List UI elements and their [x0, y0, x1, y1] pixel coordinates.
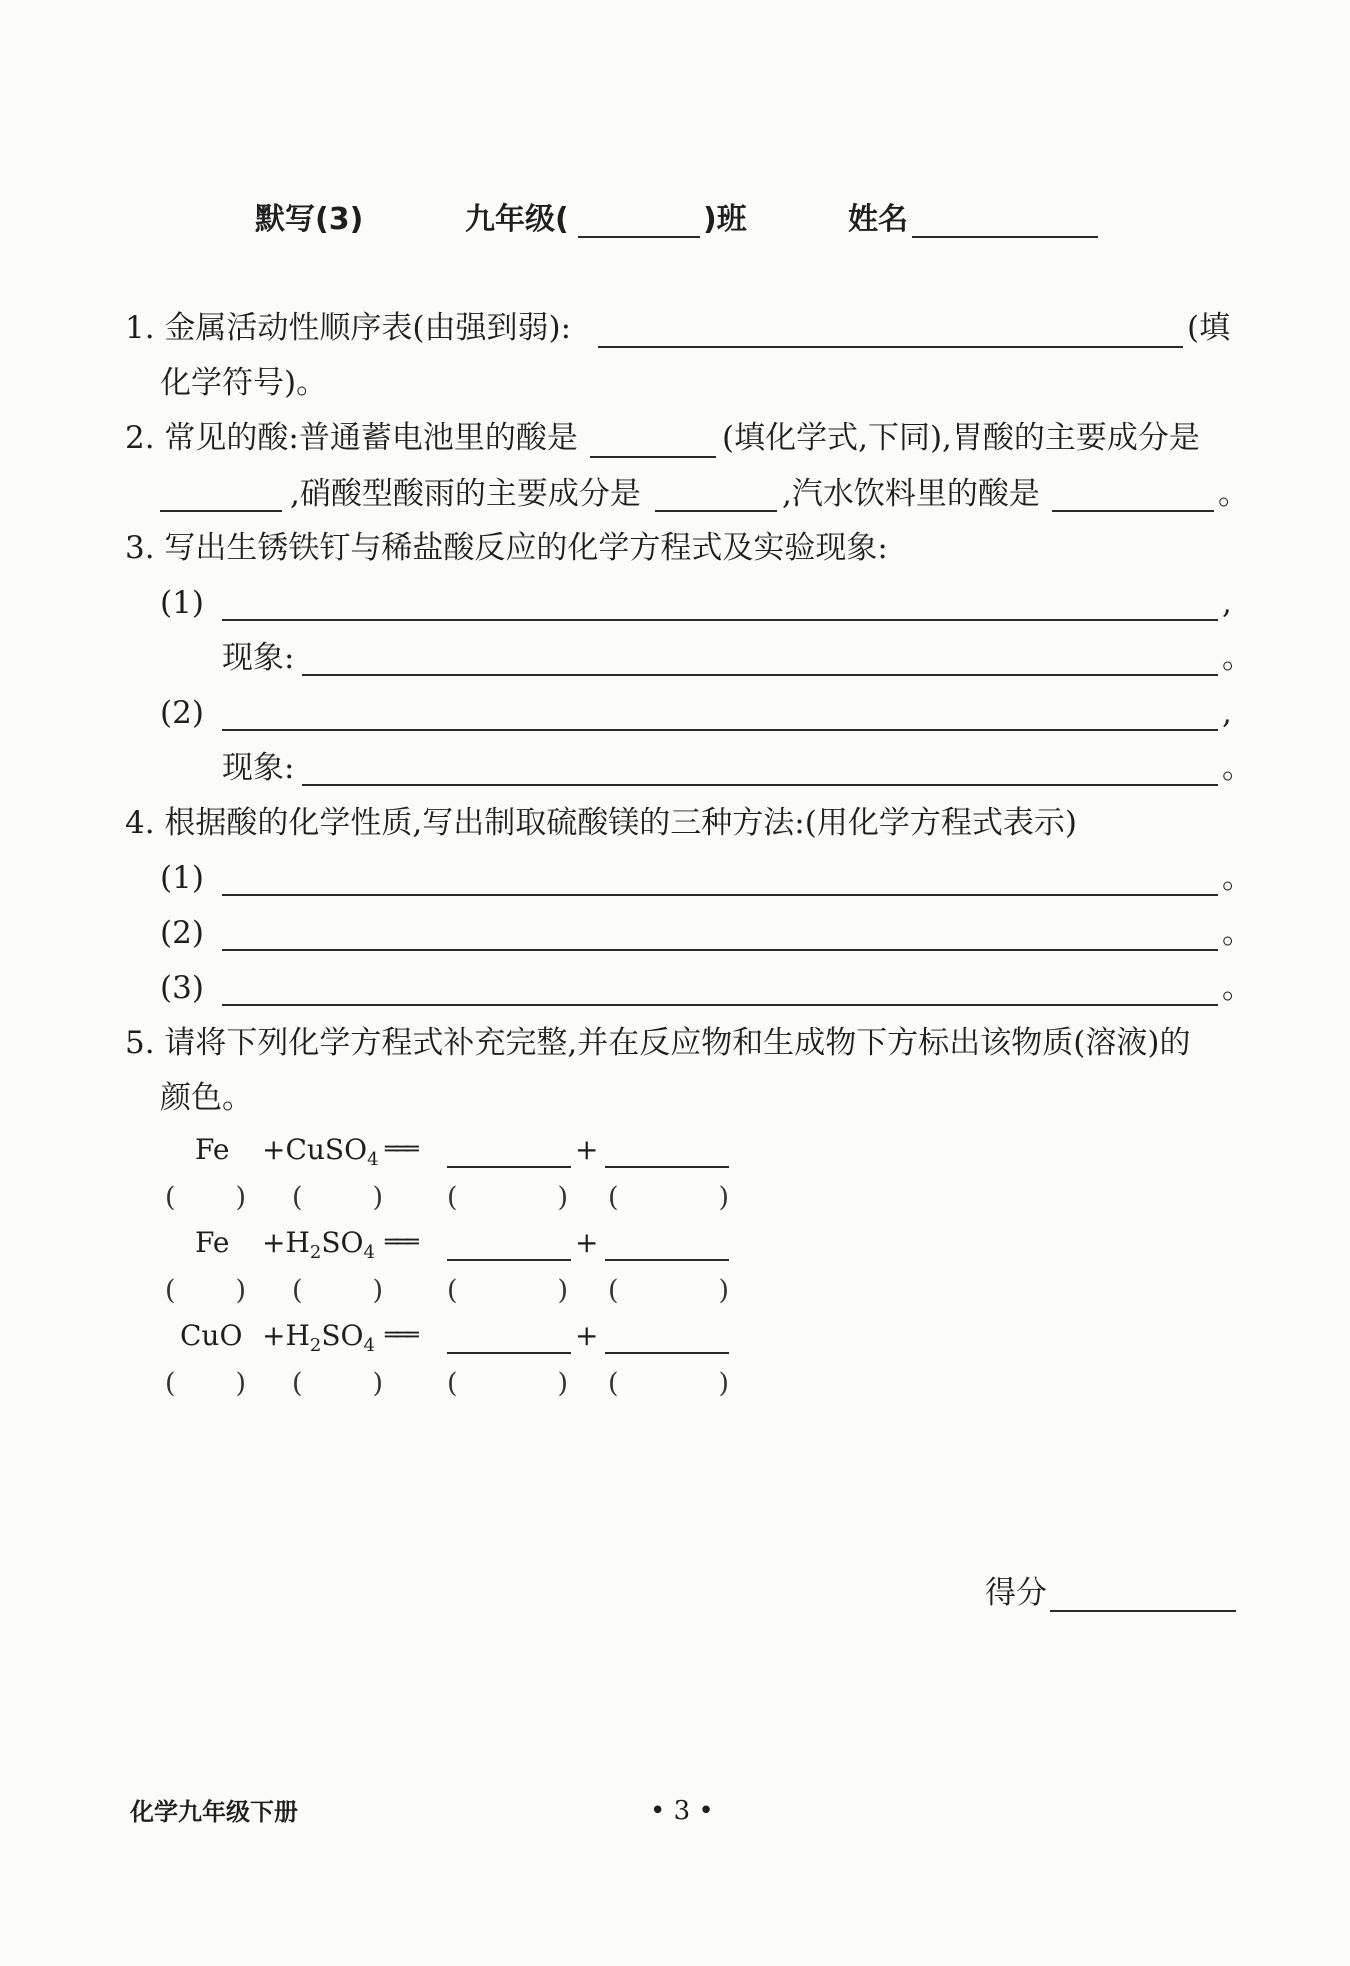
eq2-product1-blank[interactable] — [447, 1259, 571, 1261]
q1-text: 1. 金属活动性顺序表(由强到弱): — [125, 310, 572, 346]
eq2-color-paren-4[interactable]: ( ) — [608, 1275, 730, 1306]
eq2-reactant1: Fe — [195, 1226, 230, 1259]
q4-heading: 4. 根据酸的化学性质,写出制取硫酸镁的三种方法:(用化学方程式表示) — [125, 805, 1077, 841]
eq2-color-paren-2[interactable]: ( ) — [292, 1275, 384, 1306]
eq1-color-paren-4[interactable]: ( ) — [608, 1182, 730, 1213]
eq1-equals: ═══ — [385, 1137, 416, 1162]
eq2-plus: + — [575, 1226, 599, 1259]
eq3-color-paren-1[interactable]: ( ) — [165, 1368, 247, 1399]
q2-text-acid-rain: ,硝酸型酸雨的主要成分是 — [290, 476, 641, 512]
q3-item1-phenomenon-label: 现象: — [222, 640, 295, 676]
eq1-reactant2: +CuSO$_4$ — [262, 1133, 379, 1170]
eq3-reactant1: CuO — [180, 1319, 243, 1352]
q1-suffix: (填 — [1187, 310, 1231, 346]
name-label: 姓名 — [848, 202, 908, 237]
eq1-color-paren-1[interactable]: ( ) — [165, 1182, 247, 1213]
q3-item1-comma: , — [1222, 585, 1232, 621]
q3-item1-phenomenon-blank[interactable] — [302, 674, 1218, 676]
worksheet-title: 默写(3) — [255, 202, 364, 237]
q3-heading: 3. 写出生锈铁钉与稀盐酸反应的化学方程式及实验现象: — [125, 530, 888, 566]
name-blank[interactable] — [912, 236, 1098, 238]
eq3-product1-blank[interactable] — [447, 1352, 571, 1354]
q1-text-cont: 化学符号)。 — [160, 365, 328, 401]
eq1-color-paren-2[interactable]: ( ) — [292, 1182, 384, 1213]
grade-label: 九年级( — [465, 202, 569, 237]
eq1-reactant1: Fe — [195, 1133, 230, 1166]
q4-item1-blank[interactable] — [222, 894, 1218, 896]
q4-item3-blank[interactable] — [222, 1004, 1218, 1006]
eq3-color-paren-3[interactable]: ( ) — [447, 1368, 569, 1399]
eq1-product1-blank[interactable] — [447, 1166, 571, 1168]
eq2-reactant2: $+H_2SO_4$ — [262, 1226, 375, 1263]
q2-text: 2. 常见的酸:普通蓄电池里的酸是 — [125, 420, 578, 456]
q4-item3-period: 。 — [1222, 970, 1253, 1006]
q2-text-mid: (填化学式,下同),胃酸的主要成分是 — [722, 420, 1200, 456]
page-number: • 3 • — [650, 1796, 714, 1826]
q4-item3-label: (3) — [160, 970, 204, 1006]
eq2-color-paren-3[interactable]: ( ) — [447, 1275, 569, 1306]
q5-heading-cont: 颜色。 — [160, 1080, 253, 1116]
q3-item2-label: (2) — [160, 695, 204, 731]
q5-heading: 5. 请将下列化学方程式补充完整,并在反应物和生成物下方标出该物质(溶液)的 — [125, 1025, 1191, 1061]
class-blank[interactable] — [578, 236, 700, 238]
eq2-color-paren-1[interactable]: ( ) — [165, 1275, 247, 1306]
eq3-product2-blank[interactable] — [605, 1352, 729, 1354]
q4-item2-period: 。 — [1222, 915, 1253, 951]
q4-item2-label: (2) — [160, 915, 204, 951]
q3-item1-equation-blank[interactable] — [222, 619, 1218, 621]
score-label: 得分 — [985, 1575, 1047, 1611]
eq1-plus: + — [575, 1133, 599, 1166]
q3-item1-period: 。 — [1222, 640, 1253, 676]
q2-blank-battery-acid[interactable] — [590, 456, 716, 458]
eq2-product2-blank[interactable] — [605, 1259, 729, 1261]
eq3-reactant2: $+H_2SO_4$ — [262, 1319, 375, 1356]
q4-item2-blank[interactable] — [222, 949, 1218, 951]
q2-blank-acid-rain[interactable] — [655, 510, 777, 512]
q3-item2-phenomenon-blank[interactable] — [302, 784, 1218, 786]
eq3-color-paren-2[interactable]: ( ) — [292, 1368, 384, 1399]
eq1-product2-blank[interactable] — [605, 1166, 729, 1168]
q4-item1-label: (1) — [160, 860, 204, 896]
eq2-equals: ═══ — [385, 1230, 416, 1255]
q2-blank-soda-acid[interactable] — [1052, 510, 1214, 512]
q4-item1-period: 。 — [1222, 860, 1253, 896]
eq1-color-paren-3[interactable]: ( ) — [447, 1182, 569, 1213]
footer-book-title: 化学九年级下册 — [130, 1798, 298, 1826]
q2-text-soda: ,汽水饮料里的酸是 — [782, 476, 1040, 512]
q3-item2-comma: , — [1222, 695, 1232, 731]
q3-item2-equation-blank[interactable] — [222, 729, 1218, 731]
q2-end: 。 — [1218, 476, 1249, 512]
q3-item2-phenomenon-label: 现象: — [222, 750, 295, 786]
eq3-equals: ═══ — [385, 1323, 416, 1348]
eq3-color-paren-4[interactable]: ( ) — [608, 1368, 730, 1399]
q3-item1-label: (1) — [160, 585, 204, 621]
q2-blank-stomach-acid[interactable] — [160, 510, 282, 512]
score-blank[interactable] — [1050, 1610, 1236, 1612]
class-suffix: )班 — [703, 202, 747, 237]
eq3-plus: + — [575, 1319, 599, 1352]
q3-item2-period: 。 — [1222, 750, 1253, 786]
q1-blank[interactable] — [598, 346, 1183, 348]
